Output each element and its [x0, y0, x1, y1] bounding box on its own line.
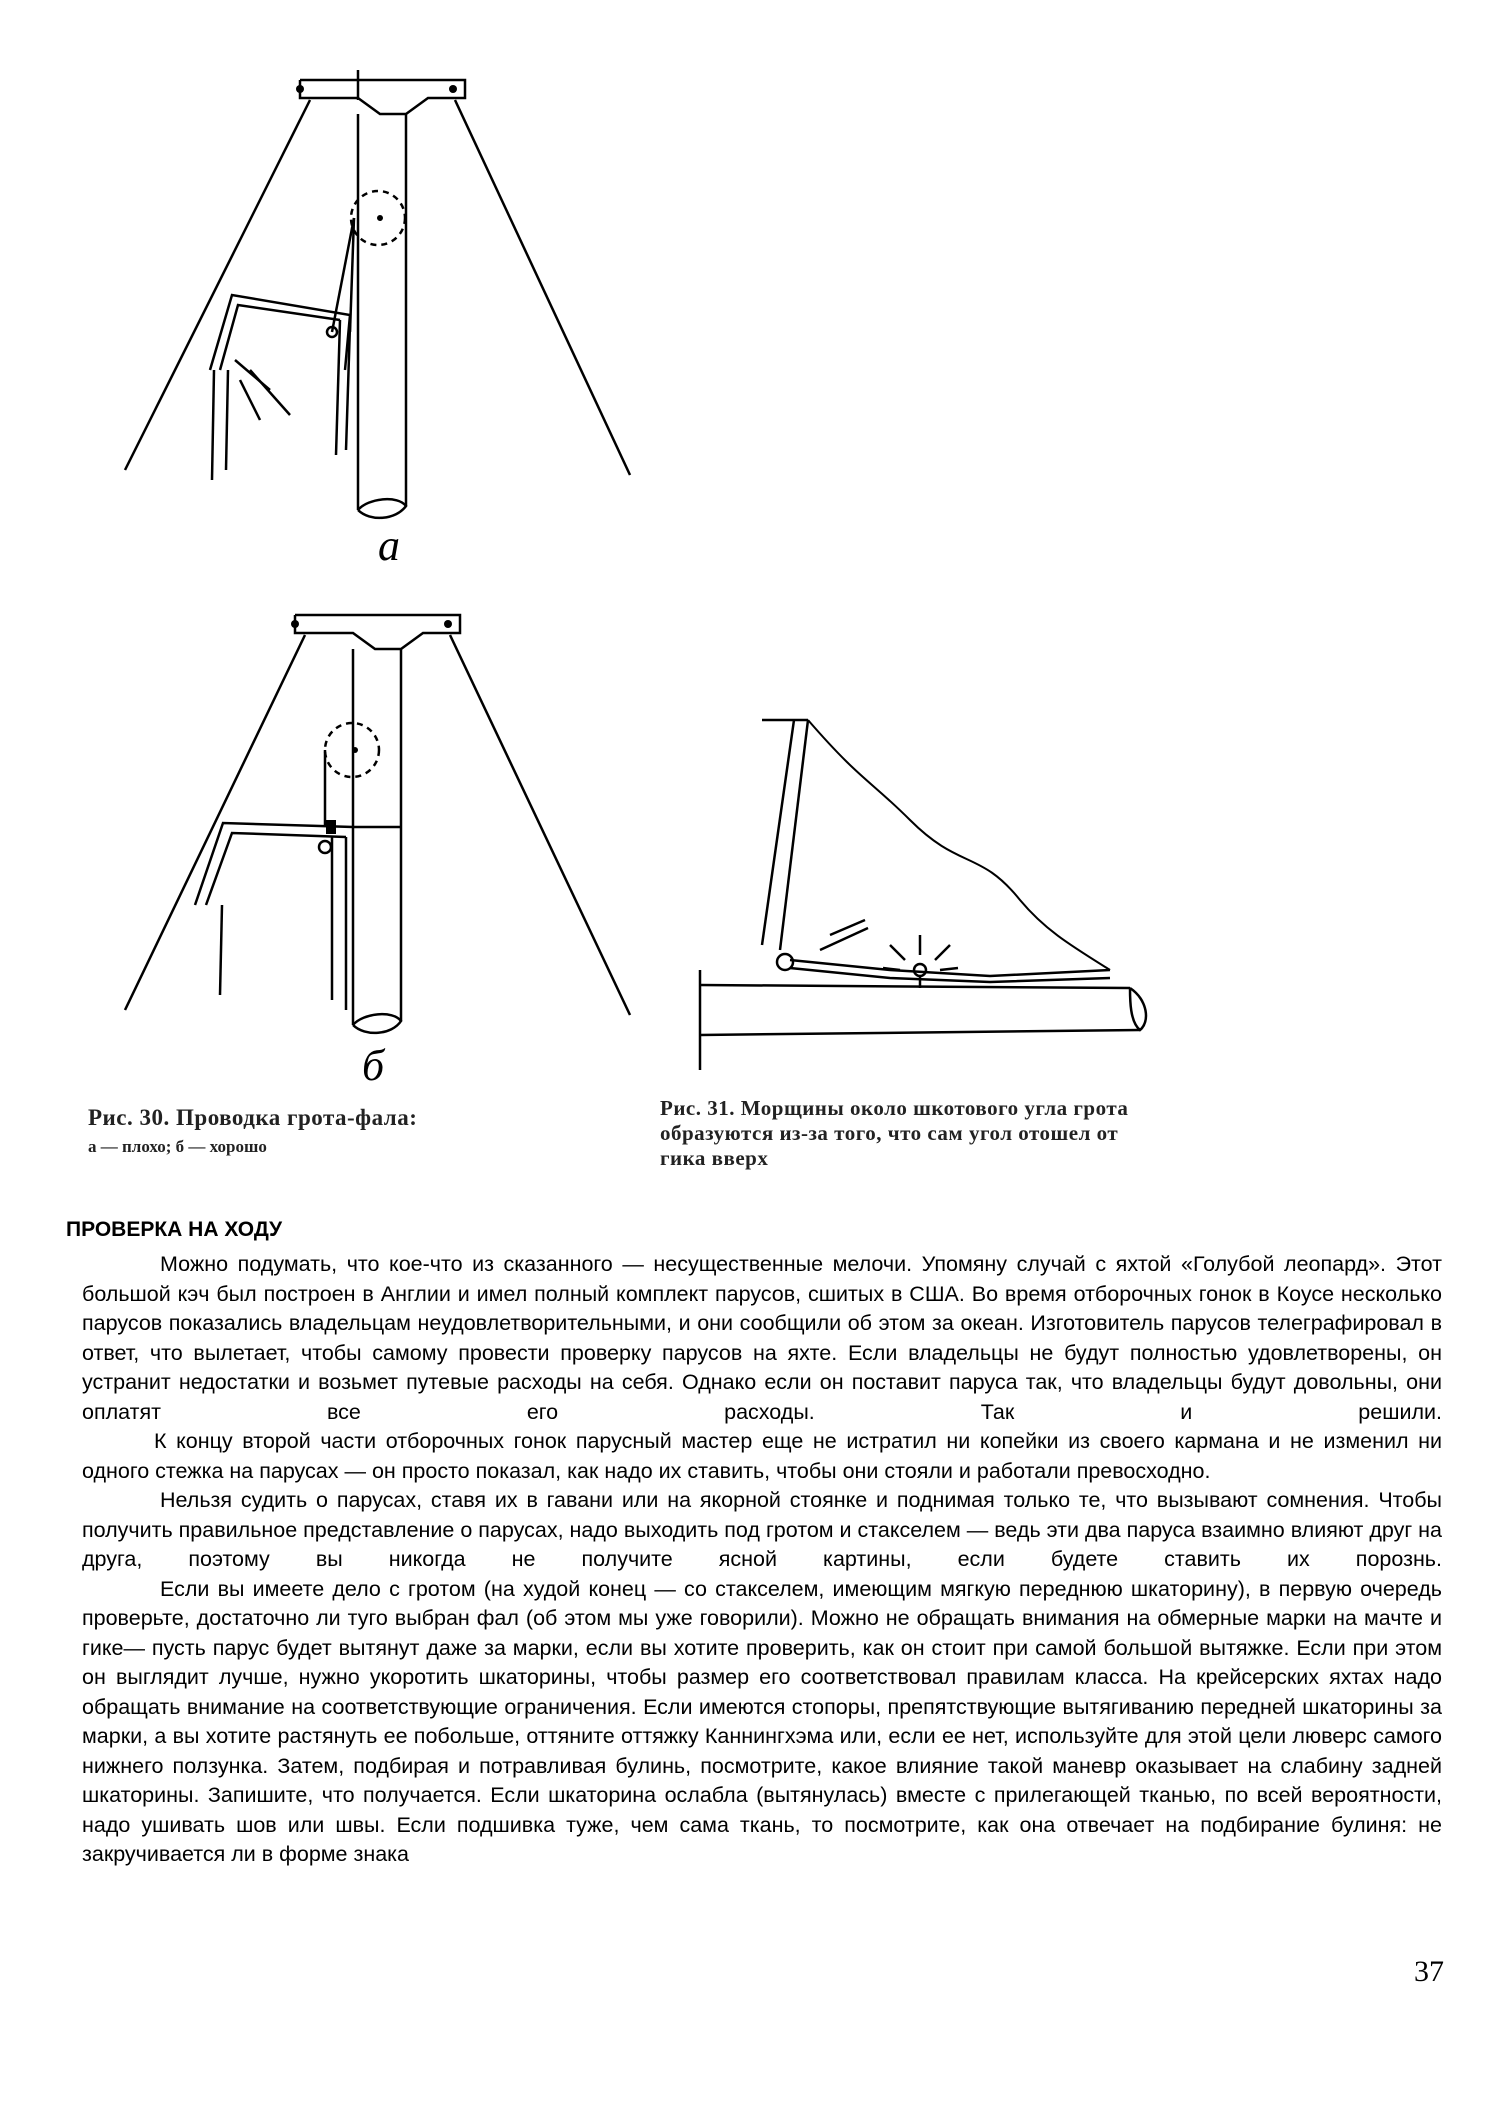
- page-number: 37: [1414, 1955, 1444, 1988]
- figure-30-caption-title: Рис. 30. Проводка грота-фала:: [88, 1105, 418, 1130]
- figure-30b-drawing: [110, 605, 670, 1045]
- section-title: ПРОВЕРКА НА ХОДУ: [66, 1218, 283, 1241]
- figure-31-caption-line2: образуются из-за того, что сам угол отошел от: [660, 1121, 1119, 1145]
- figure-30-caption-sub: а — плохо; б — хорошо: [88, 1137, 267, 1156]
- paragraph-4: Если вы имеете дело с гротом (на худой конец — со стакселем, имеющим мягкую переднюю шкаторину), в первую очередь проверьте, достаточно ли туго выбран фал (об этом мы уже говорили). Можно не обращать внимания на обмерные марки на мачте и гике— пусть парус будет вытянут даже за марки, если вы хотите проверить, как он стоит при самой большой вытяжке. Если при этом он выглядит лучше, нужно укоротить шкаторины, чтобы размер его соответствовал правилам класса. На крейсерских яхтах надо обращать внимание на соответствующие ограничения. Если имеются стопоры, препятствующие вытягиванию передней шкаторины за марки, а вы хотите растянуть ее побольше, оттяните оттяжку Каннингхэма или, если ее нет, используйте для этой цели люверс самого нижнего ползунка. Затем, подбирая и потравливая булинь, посмотрите, какое влияние такой маневр оказывает на слабину задней шкаторины. Запишите, что получается. Если шкаторина ослабла (вытянулась) вместе с прилегающей тканью, по всей вероятности, надо ушивать шов или швы. Если подшивка туже, чем сама ткань, то посмотрите, как она отвечает на подбирание булиня: не закручивается ли в форме знака: [82, 1576, 1442, 1866]
- figure-30-caption: [88, 1105, 417, 1157]
- figure-30b-label: б: [362, 1041, 385, 1090]
- paragraph-3: Нельзя судить о парусах, ставя их в гавани или на якорной стоянке и поднимая только те, что вызывают сомнения. Чтобы получить правильное представление о парусах, надо выходить под гротом и стакселем — ведь эти два паруса взаимно влияют друг на друга, поэтому вы никогда не получите ясной картины, если будете ставить их порознь.: [82, 1488, 1442, 1571]
- figure-31-caption-line3: гика вверх: [660, 1146, 769, 1170]
- figure-31-caption-line1: Рис. 31. Морщины около шкотового угла грота: [660, 1096, 1129, 1120]
- figure-30a-label: а: [378, 521, 400, 570]
- body-text: [82, 1250, 1442, 1870]
- figure-31-drawing: [690, 700, 1170, 1080]
- paragraph-2: К концу второй части отборочных гонок парусный мастер еще не истратил ни копейки из своего кармана и не изменил ни одного стежка на парусах — он просто показал, как надо их ставить, чтобы они стояли и работали превосходно.: [82, 1429, 1442, 1483]
- paragraph-1: Можно подумать, что кое-что из сказанного — несущественные мелочи. Упомяну случай с яхтой «Голубой леопард». Этот большой кэч был построен в Англии и имел полный комплект парусов, сшитых в США. Во время отборочных гонок в Коусе несколько парусов показались владельцам неудовлетворительными, и они сообщили об этом за океан. Изготовитель парусов телеграфировал в ответ, что вылетает, чтобы самому провести проверку парусов на яхте. Если владельцы не будут полностью удовлетворены, он устранит недостатки и возьмет путевые расходы на себя. Однако если он поставит паруса так, что владельцы будут довольны, они оплатят все его расходы. Так и решили.: [82, 1252, 1442, 1424]
- figure-31-caption: [660, 1096, 1128, 1171]
- figure-30a-drawing: [110, 70, 670, 540]
